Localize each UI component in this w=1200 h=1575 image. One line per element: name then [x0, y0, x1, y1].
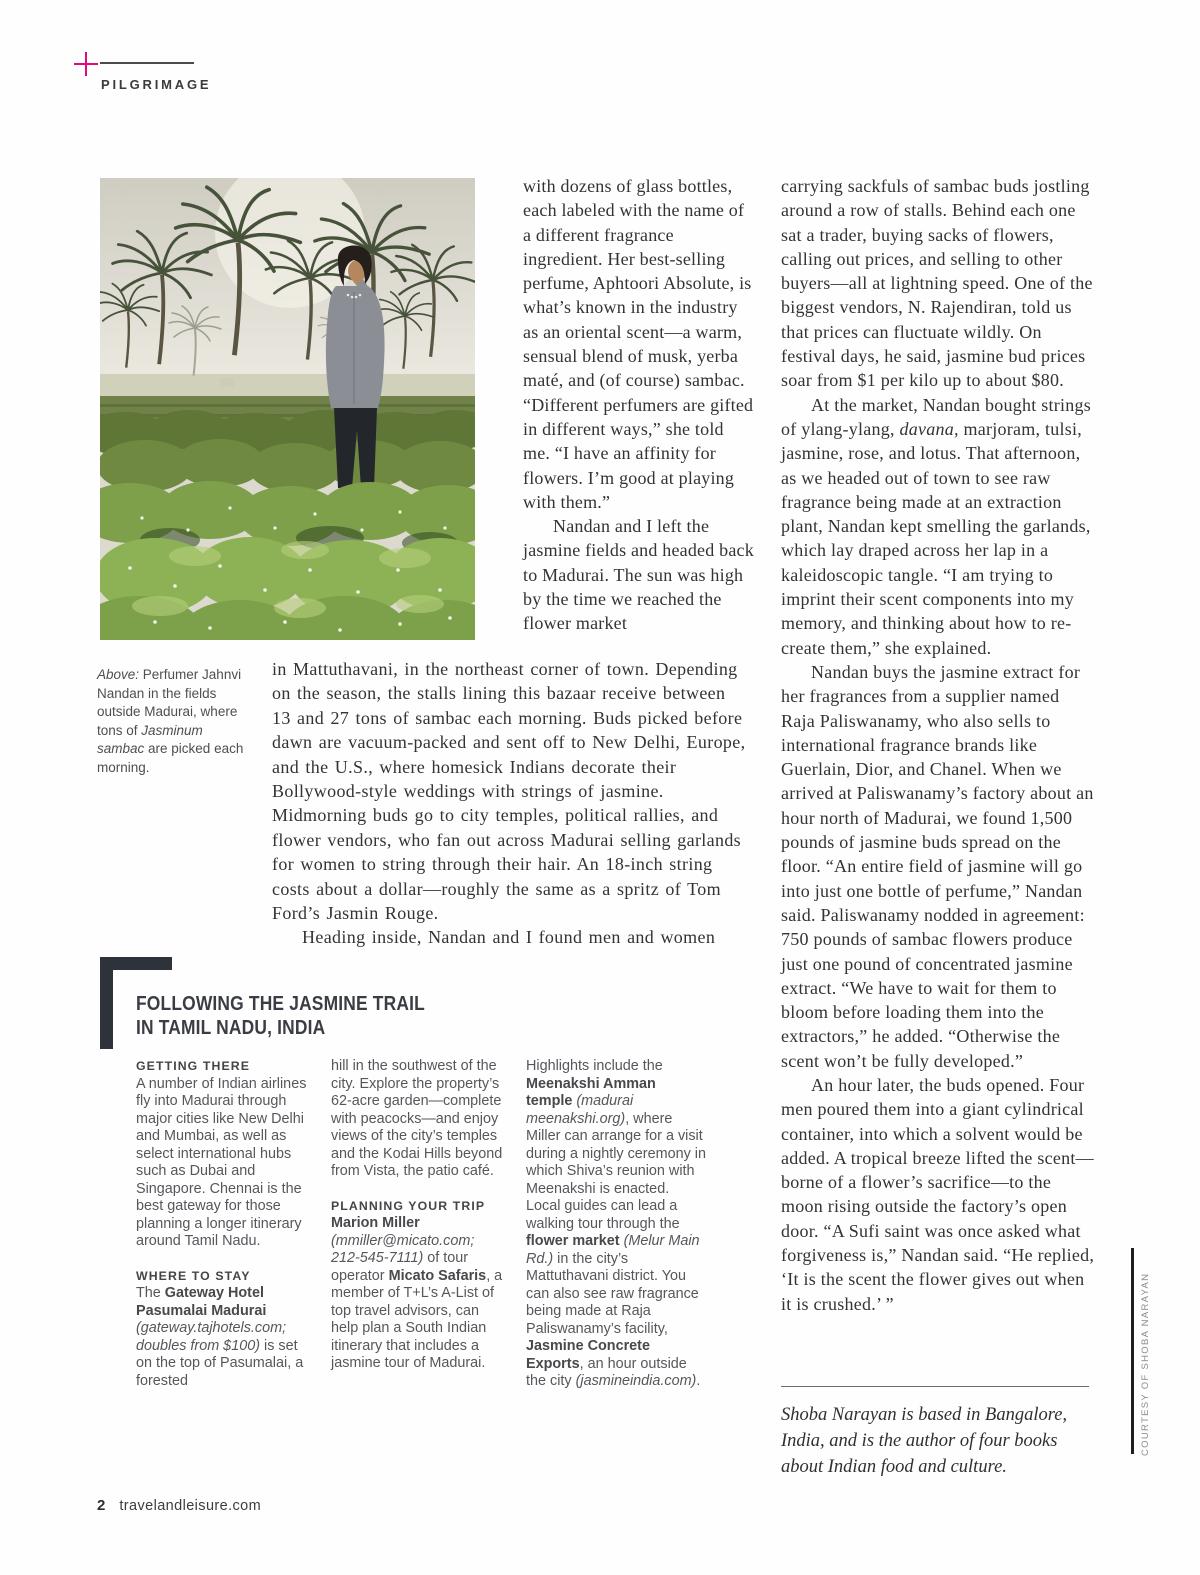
footer-site-url: travelandleisure.com: [119, 1498, 262, 1514]
paragraph: Nandan buys the jasmine extract for her fragrances from a supplier named Raja Paliswanamy, who also sells to international fragrance brands like Guerlain, Dior, and Chanel. When we arrived at Paliswanamy’s factory about an hour north of Madurai, we found 1,500 pounds of jasmine buds spread on the floor. “An entire field of jasmine will go into just one bottle of perfume,” Nandan said. Paliswanamy nodded in agreement: 750 pounds of sambac flowers produce just one pound of concentrated jasmine extract. “We have to wait for them to bloom before loading them into the extractors,” he added. “Otherwise the scent won’t be fully developed.”: [781, 661, 1094, 1071]
plus-crosshair-icon: [72, 50, 100, 78]
sidebar-corner-bracket: [100, 957, 172, 970]
article-column-middle: [523, 174, 755, 636]
masthead-rule: [100, 62, 194, 64]
article-wide-block: [272, 657, 750, 950]
paragraph: with dozens of glass bottles, each labeled with the name of a different fragrance ingredient. Her best-selling perfume, Aphtoori Absolute, is what’s known in the industry as an oriental scent—a warm, sensual blend of musk, yerba maté, and (of course) sambac. “Different perfumers are gifted in different ways,” she told me. “I have an affinity for flowers. I’m good at playing with them.”: [523, 176, 754, 512]
footer: [97, 1497, 261, 1514]
planning-body: Marion Miller (mmiller@micato.com; 212-545-7111) of tour operator Micato Safaris, a member of T+L’s A-List of top travel advisors, can help plan a South Indian itinerary that includes a jasmine tour of Madurai.: [331, 1215, 503, 1371]
planning-heading: PLANNING YOUR TRIP: [331, 1198, 486, 1213]
sidebar-column-getting-there: [136, 1058, 308, 1390]
sidebar-column-planning: [331, 1058, 503, 1373]
sidebar-column-highlights: [526, 1058, 706, 1391]
section-label: PILGRIMAGE: [101, 77, 212, 92]
paragraph: carrying sackfuls of sambac buds jostling around a row of stalls. Behind each one sat a trader, buying sacks of flowers, calling out prices, and selling to other buyers—all at lightning speed. One of the biggest vendors, N. Rajendiran, told us that prices can fluctuate wildly. On festival days, he said, jasmine bud prices soar from $1 per kilo up to about $80.: [781, 176, 1093, 391]
paragraph: An hour later, the buds opened. Four men poured them into a giant cylindrical container, into which a solvent would be added. A tropical breeze lifted the scent—borne of a flower’s sacrifice—to the moon rising outside the factory’s open door. “A Sufi saint was once asked what forgiveness is,” Nandan said. “He replied, ‘It is the scent the flower gives out when it is crushed.’ ”: [781, 1074, 1095, 1314]
sidebar-title-line1: FOLLOWING THE JASMINE TRAIL: [136, 993, 425, 1015]
article-column-right: [781, 174, 1095, 1316]
sidebar-corner-bracket: [100, 957, 113, 1049]
where-to-stay-continuation: hill in the southwest of the city. Explore the property’s 62-acre garden—complete with peacocks—and enjoy views of the city’s temples and the Kodai Hills beyond from Vista, the patio café.: [331, 1058, 503, 1179]
where-to-stay-heading: WHERE TO STAY: [136, 1268, 251, 1283]
field-photo: [100, 178, 475, 640]
getting-there-body: A number of Indian airlines fly into Madurai through major cities like New Delhi and Mumbai, as well as select international hubs such as Dubai and Singapore. Chennai is the best gateway for those planning a longer itinerary around Tamil Nadu.: [136, 1075, 307, 1249]
getting-there-heading: GETTING THERE: [136, 1059, 251, 1073]
paragraph: At the market, Nandan bought strings of ylang-ylang, davana, marjoram, tulsi, jasmine, rose, and lotus. That afternoon, as we headed out of town to see raw fragrance being made at an extraction plant, Nandan kept smelling the garlands, which lay draped across her lap in a kaleidoscopic tangle. “I am trying to imprint their scent components into my memory, and thinking about how to re-create them,” she explained.: [781, 394, 1091, 658]
where-to-stay-body: The Gateway Hotel Pasumalai Madurai (gateway.tajhotels.com; doubles from $100) is set on the top of Pasumalai, a forested: [136, 1285, 304, 1389]
bio-divider: [781, 1386, 1089, 1387]
photo-caption: Above: Perfumer Jahnvi Nandan in the fields outside Madurai, where tons of Jasminum sambac are picked each morning.: [97, 667, 244, 775]
paragraph: Heading inside, Nandan and I found men and women: [302, 927, 716, 948]
paragraph: in Mattuthavani, in the northeast corner of town. Depending on the season, the stalls lining this bazaar receive between 13 and 27 tons of sambac each morning. Buds picked before dawn are vacuum-packed and sent off to New Delhi, Europe, and the U.S., where homesick Indians decorate their Bollywood-style weddings with strings of jasmine. Midmorning buds go to city temples, political rallies, and flower vendors, who fan out across Madurai selling garlands for women to string through their hair. An 18-inch string costs about a dollar—roughly the same as a spritz of Tom Ford’s Jasmin Rouge.: [272, 659, 746, 924]
sidebar-title: [136, 993, 425, 1040]
footer-page-number: 2: [97, 1497, 106, 1514]
author-bio: Shoba Narayan is based in Bangalore, India, and is the author of four books about Indian food and culture.: [781, 1405, 1068, 1477]
sidebar-title-line2: IN TAMIL NADU, INDIA: [136, 1016, 326, 1039]
paragraph: Nandan and I left the jasmine fields and headed back to Madurai. The sun was high by the time we reached the flower market: [523, 516, 754, 634]
highlights-body: Highlights include the Meenakshi Amman temple (madurai meenakshi.org), where Miller can arrange for a visit during a nightly ceremony in which Shiva’s reunion with Meenakshi is enacted. Local guides can lead a walking tour through the flower market (Melur Main Rd.) in the city’s Mattuthavani district. You can also see raw fragrance being made at Raja Paliswanamy’s facility, Jasmine Concrete Exports, an hour outside the city (jasmineindia.com).: [526, 1058, 706, 1389]
credit-rule: [1131, 1248, 1134, 1454]
photo-credit: COURTESY OF SHOBA NARAYAN: [1140, 1272, 1151, 1456]
